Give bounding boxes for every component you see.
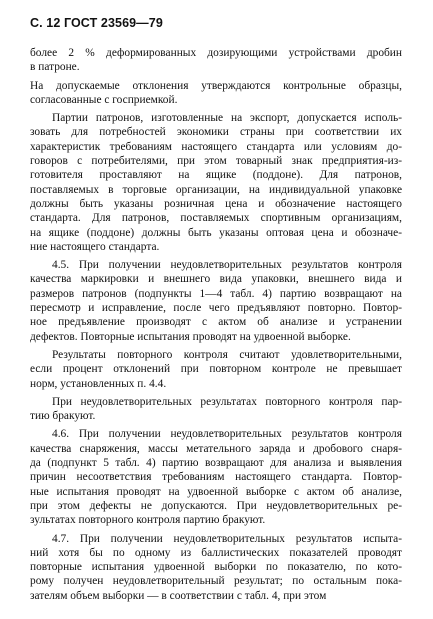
text-line: ные испытания проводят на удвоенной выборке с актом об анализе, — [30, 485, 402, 498]
text-line: более 2 % деформированных дозирующими устройствами дробин — [30, 47, 402, 59]
text-line: при этом дефекты не допускаются. При неудовлетворительных ре- — [30, 499, 402, 512]
text-line: рому получен неудовлетворительный результат; по остальным пока- — [30, 575, 402, 588]
text-line: дефектов. Повторные испытания проводят на удвоенной выборке. — [30, 330, 351, 343]
paragraph — [30, 532, 402, 603]
text-line: согласованные с госприемкой. — [30, 93, 178, 106]
text-line: При неудовлетворительных результатах повторного контроля пар- — [52, 395, 402, 408]
text-line: 4.6. При получении неудовлетворительных результатов контроля — [52, 428, 402, 441]
text-line: стандарта. Для патронов, поставляемых спортивным организациям, — [30, 212, 402, 225]
text-line: говоров с потребителями, при этом товарный знак предприятия-из- — [30, 155, 402, 168]
text-line: норм, установленных п. 4.4. — [30, 377, 167, 390]
text-line: 4.5. При получении неудовлетворительных результатов контроля — [52, 259, 402, 272]
text-line: ние настоящего стандарта. — [30, 240, 160, 253]
text-line: пересмотр и исправление, после чего предъявляют повторно. Повтор- — [30, 302, 402, 315]
paragraph — [30, 395, 402, 424]
paragraph — [30, 111, 402, 254]
paragraph — [30, 258, 402, 344]
text-line: поставляемых в торговые организации, на индивидуальной упаковке — [30, 183, 402, 196]
text-line: На допускаемые отклонения утверждаются контрольные образцы, — [30, 79, 402, 92]
paragraph — [30, 46, 402, 75]
text-line: зателям объем выборки — в соответствии с табл. 4, при этом — [30, 589, 327, 602]
paragraph — [30, 79, 402, 108]
text-line: качества снаряжения, массы метательного заряда и дробового снаря- — [30, 442, 402, 455]
text-line: в патроне. — [30, 61, 80, 74]
text-line: да (подпункт 5 табл. 4) партию возвращают для анализа и выявления — [30, 457, 402, 470]
page-header: С. 12 ГОСТ 23569—79 — [30, 16, 163, 30]
text-line: повторные испытания удвоенной выборки по показателю, по кото- — [30, 561, 402, 574]
text-line: на ящике (поддоне) должны быть указаны оптовая цена и обозначе- — [30, 226, 402, 239]
text-line: Результаты повторного контроля считают удовлетворительными, — [52, 348, 402, 361]
text-line: размеров патронов (подпункты 1—4 табл. 4) партию возвращают на — [30, 287, 402, 300]
text-line: готовителя проставляют на ящике (поддоне). Для патронов, — [30, 169, 402, 182]
paragraph — [30, 348, 402, 391]
text-line: ное предъявление производят с актом об анализе и устранении — [30, 316, 402, 329]
document-body — [30, 46, 402, 603]
paragraph — [30, 427, 402, 527]
text-line: ний хотя бы по одному из баллистических показателей проводят — [30, 546, 402, 559]
text-line: тию бракуют. — [30, 410, 96, 423]
text-line: должны быть указаны розничная цена и обозначение настоящего — [30, 197, 402, 210]
text-line: характеристик требованиям настоящего стандарта или условиям до- — [30, 140, 402, 153]
text-line: причин несоответствия требованиям настоящего стандарта. Повтор- — [30, 471, 402, 484]
text-line: 4.7. При получении неудовлетворительных результатов испыта- — [52, 532, 402, 545]
text-line: зовать для потребностей экономики страны при соответствии их — [30, 126, 402, 139]
text-line: Партии патронов, изготовленные на экспорт, допускается исполь- — [52, 112, 402, 125]
text-line: если процент отклонений при повторном контроле не превышает — [30, 363, 402, 376]
text-line: зультатах повторного контроля партию бракуют. — [30, 514, 266, 527]
text-line: качества маркировки и внешнего вида упаковки, внешнего вида и — [30, 273, 402, 286]
